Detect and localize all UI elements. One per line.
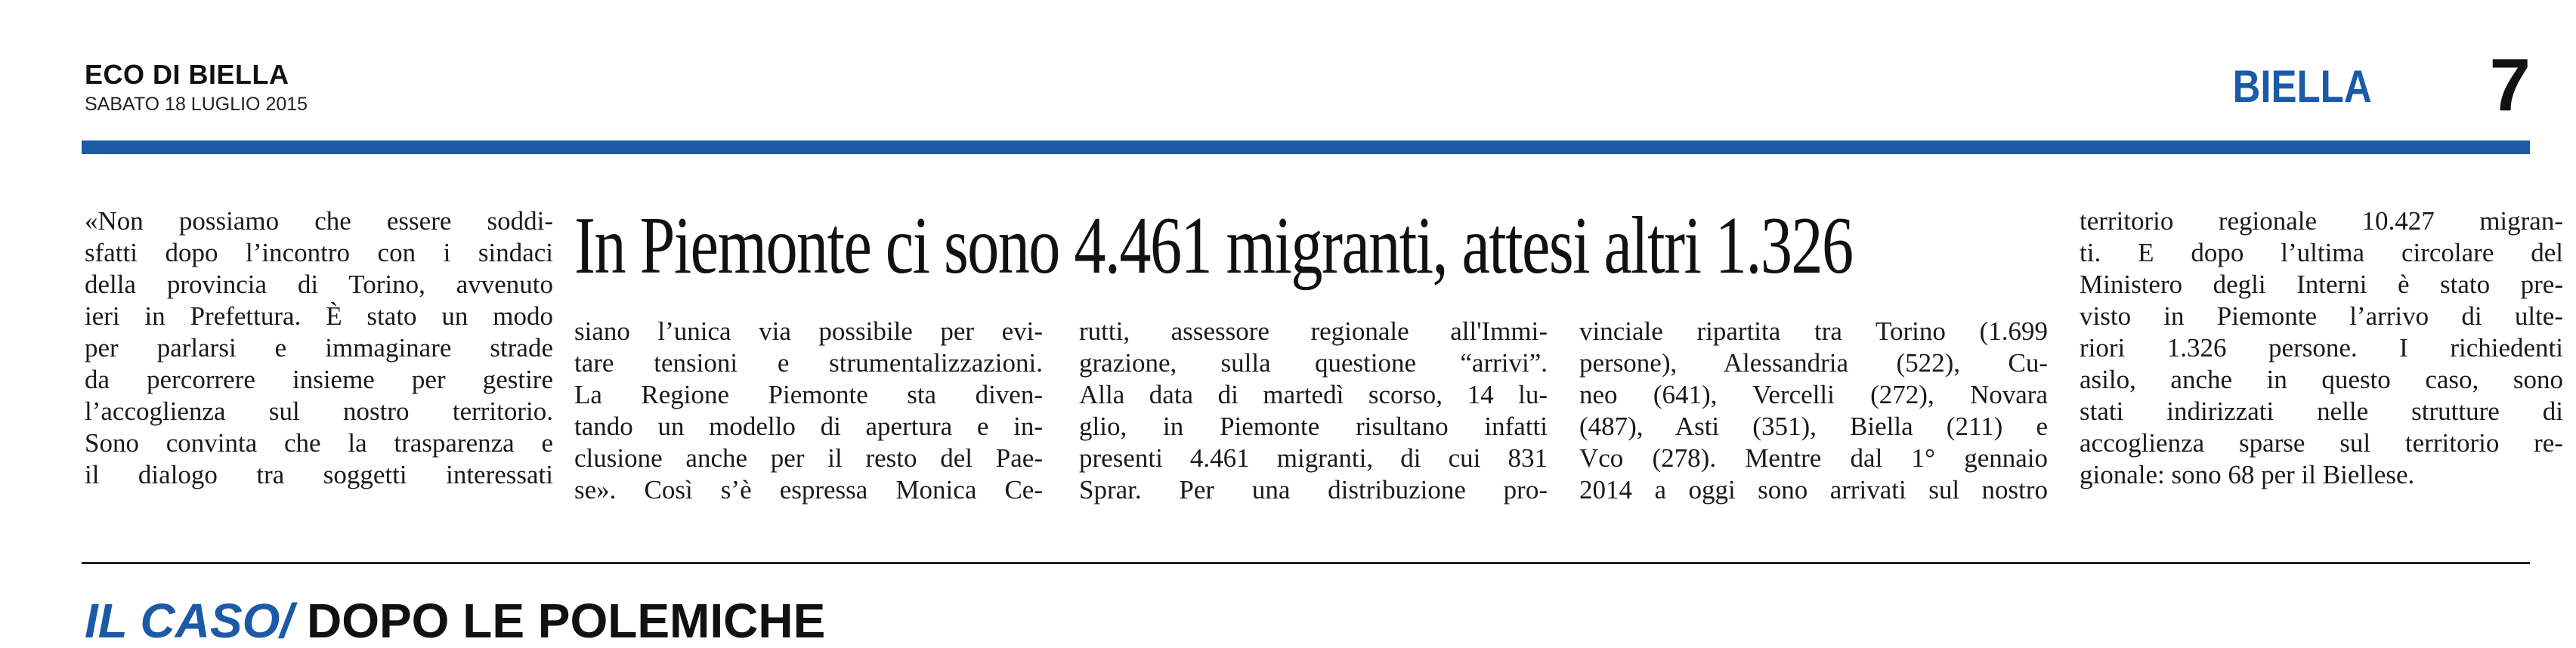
- text-line: clusione anche per il resto del Pae-: [574, 443, 1043, 473]
- text-line: ieri in Prefettura. È stato un modo: [85, 301, 553, 331]
- next-article-kicker: IL CASO: [85, 594, 280, 648]
- section-title: BIELLA: [2232, 61, 2372, 112]
- text-line: l’accoglienza sul nostro territorio.: [85, 397, 553, 426]
- article-column-1: [85, 205, 553, 491]
- text-line: visto in Piemonte l’arrivo di ulte-: [2080, 301, 2563, 331]
- text-line: da percorrere insieme per gestire: [85, 365, 553, 394]
- text-line: stati indirizzati nelle strutture di: [2080, 397, 2563, 426]
- text-line: presenti 4.461 migranti, di cui 831: [1079, 443, 1548, 473]
- text-line: grazione, sulla questione “arrivi”.: [1079, 348, 1548, 378]
- next-article-title: DOPO LE POLEMICHE: [306, 594, 826, 648]
- article-column-5: [2080, 205, 2563, 491]
- text-line: tando un modello di apertura e in-: [574, 412, 1043, 441]
- text-line: (487), Asti (351), Biella (211) e: [1579, 412, 2048, 441]
- text-line: persone), Alessandria (522), Cu-: [1579, 348, 2048, 378]
- header-rule: [82, 140, 2530, 154]
- text-line: territorio regionale 10.427 migran-: [2080, 206, 2563, 236]
- text-line: glio, in Piemonte risultano infatti: [1079, 412, 1548, 441]
- text-line: neo (641), Vercelli (272), Novara: [1579, 380, 2048, 409]
- issue-date: SABATO 18 LUGLIO 2015: [85, 94, 308, 115]
- text-line: Vco (278). Mentre dal 1° gennaio: [1579, 443, 2048, 473]
- text-line: Sprar. Per una distribuzione pro-: [1079, 475, 1548, 505]
- next-article-header: [85, 594, 826, 648]
- text-line: riori 1.326 persone. I richiedenti: [2080, 333, 2563, 363]
- article-divider: [82, 562, 2530, 564]
- text-line: La Regione Piemonte sta diven-: [574, 380, 1043, 409]
- page-number: 7: [2489, 43, 2531, 126]
- text-line: sfatti dopo l’incontro con i sindaci: [85, 238, 553, 267]
- text-line: siano l’unica via possibile per evi-: [574, 316, 1043, 346]
- kicker-separator: /: [280, 594, 307, 648]
- text-line: 2014 a oggi sono arrivati sul nostro: [1579, 475, 2048, 505]
- text-line: asilo, anche in questo caso, sono: [2080, 365, 2563, 394]
- newspaper-name: ECO DI BIELLA: [85, 59, 289, 90]
- article-column-4: [1579, 316, 2048, 506]
- article-column-3: [1079, 316, 1548, 506]
- text-line: vinciale ripartita tra Torino (1.699: [1579, 316, 2048, 346]
- text-line: ti. E dopo l’ultima circolare del: [2080, 238, 2563, 267]
- text-line: Alla data di martedì scorso, 14 lu-: [1079, 380, 1548, 409]
- text-line: per parlarsi e immaginare strade: [85, 333, 553, 363]
- text-line: gionale: sono 68 per il Biellese.: [2080, 460, 2415, 489]
- article-headline: In Piemonte ci sono 4.461 migranti, attesi altri 1.326: [574, 201, 1853, 291]
- text-line: della provincia di Torino, avvenuto: [85, 270, 553, 299]
- text-line: Ministero degli Interni è stato pre-: [2080, 270, 2563, 299]
- text-line: Sono convinta che la trasparenza e: [85, 428, 553, 458]
- text-line: «Non possiamo che essere soddi-: [85, 206, 553, 236]
- text-line: tare tensioni e strumentalizzazioni.: [574, 348, 1043, 378]
- article-column-2: [574, 316, 1043, 506]
- text-line: se». Così s’è espressa Monica Ce-: [574, 475, 1043, 505]
- text-line: il dialogo tra soggetti interessati: [85, 460, 553, 489]
- text-line: rutti, assessore regionale all'Immi-: [1079, 316, 1548, 346]
- text-line: accoglienza sparse sul territorio re-: [2080, 428, 2563, 458]
